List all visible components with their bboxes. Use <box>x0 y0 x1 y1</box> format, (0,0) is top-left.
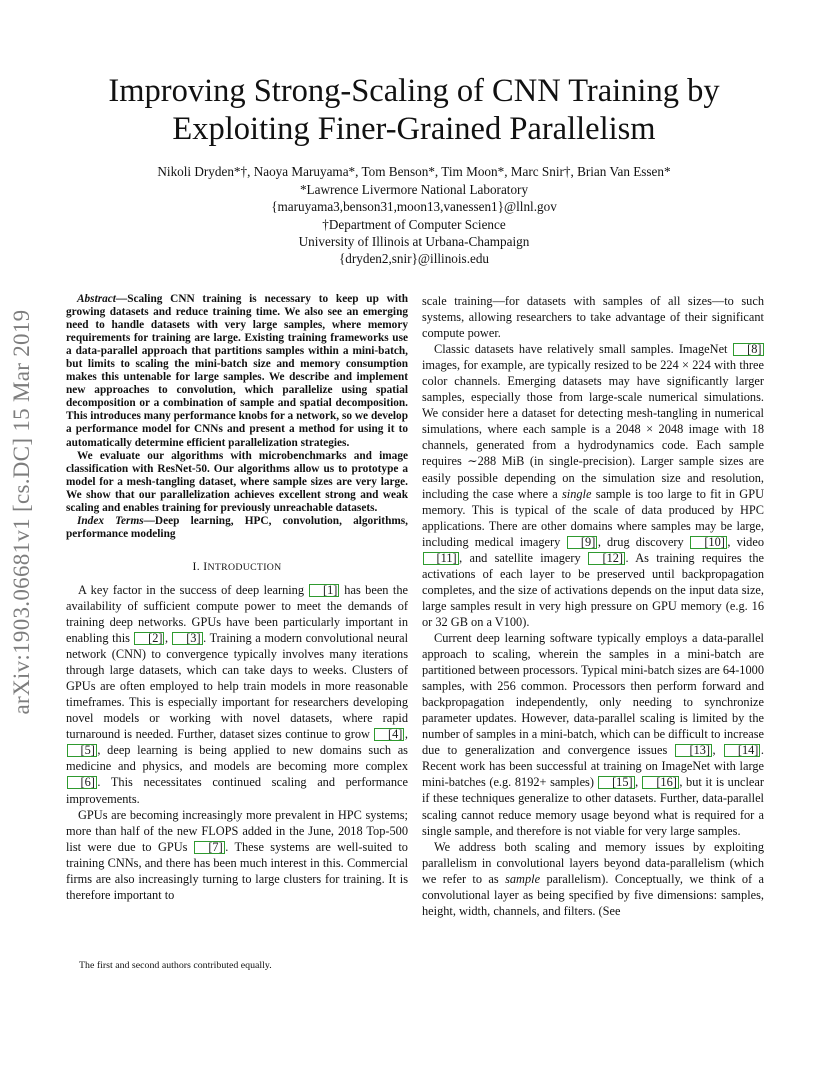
text-run: parallelism). Conceptually, we think of a convolutional layer as being specified by five dimensions: samples, height, width, channels, and filters. (See <box>422 871 764 918</box>
intro-paragraph-1 <box>66 582 408 807</box>
right-paragraph-3 <box>422 839 764 919</box>
email-llnl: {maruyama3,benson31,moon13,vanessen1}@llnl.gov <box>271 199 557 215</box>
title-line-1: Improving Strong-Scaling of CNN Training by <box>108 73 720 109</box>
text-run: , <box>164 631 172 646</box>
intro-paragraph-2 <box>66 807 408 903</box>
citation-link[interactable]: [3] <box>172 632 202 645</box>
index-terms-label: Index Terms— <box>77 514 155 527</box>
text-run: . As training requires the activations of each layer to be preserved until backpropagation completes, and the size of activations depends on the input data size, large samples result in very high pressure on GPU memory (e.g. 16 or 32 GB on a V100). <box>422 550 764 629</box>
text-run: images, for example, are typically resized to be 224 × 224 with three color channels. Emerging datasets may have significantly larger samples, especially those from large-scale numerical simulations. We consider here a dataset for detecting mesh-tangling in numerical simulations, where each sample is a 2048 × 2048 image with 18 channels, generated from a hydrodynamics code. Each sample requires ∼288 MiB (in single-precision). Larger sample sizes are easily possible depending on the simulation size and resolution, including the case where a <box>422 358 764 501</box>
citation-link[interactable]: [1] <box>309 584 339 597</box>
affiliation-llnl: *Lawrence Livermore National Laboratory <box>299 182 529 198</box>
right-column <box>422 293 764 919</box>
emphasis-sample: sample <box>505 871 541 886</box>
author-block <box>60 163 768 267</box>
text-run: A key factor in the success of deep learning <box>78 582 309 597</box>
left-column <box>66 293 408 903</box>
right-paragraph-continued: scale training—for datasets with samples of all sizes—to such systems, allowing researchers to take advantage of their significant compute power. <box>422 294 764 341</box>
text-run: . Recent work has been successful at training on ImageNet with large mini-batches (e.g. 8192+ samples) <box>422 743 764 790</box>
text-run: , drug discovery <box>597 534 690 549</box>
footnote: The first and second authors contributed equally. <box>79 960 272 971</box>
abstract-label: Abstract— <box>77 293 128 305</box>
abstract-paragraph-2: We evaluate our algorithms with microbenchmarks and image classification with ResNet-50. Our algorithms allow us to prototype a model for a mesh-tangling dataset, where sample sizes are very large. We show that our parallelization achieves excellent strong and weak scaling and enables training for previously unreachable datasets. <box>66 449 408 514</box>
section-title-initial: I <box>203 558 208 573</box>
citation-link[interactable]: [2] <box>134 632 164 645</box>
citation-link[interactable]: [15] <box>598 776 635 789</box>
citation-link[interactable]: [11] <box>423 552 459 565</box>
section-title-rest: NTRODUCTION <box>207 561 282 573</box>
citation-link[interactable]: [6] <box>67 776 97 789</box>
email-uiuc: {dryden2,snir}@illinois.edu <box>338 251 490 267</box>
author-names: Nikoli Dryden*†, Naoya Maruyama*, Tom Benson*, Tim Moon*, Marc Snir†, Brian Van Essen* <box>157 164 671 179</box>
emphasis-single: single <box>561 486 592 501</box>
section-number: I. <box>192 558 200 573</box>
section-heading-introduction <box>66 558 408 576</box>
citation-link[interactable]: [13] <box>675 744 712 757</box>
index-terms <box>66 515 408 541</box>
text-run: has been the availability of sufficient compute power to meet the demands of training deep networks. GPUs have been particularly important in enabling this <box>66 582 408 646</box>
text-run: Classic datasets have relatively small samples. ImageNet <box>434 342 733 357</box>
text-run: , <box>404 727 408 742</box>
citation-link[interactable]: [14] <box>724 744 761 757</box>
citation-link[interactable]: [12] <box>588 552 625 565</box>
text-run: GPUs are becoming increasingly more prevalent in HPC systems; more than half of the new FLOPS added in the June, 2018 Top-500 list were due to GPUs <box>66 807 408 854</box>
text-run: , deep learning is being applied to new domains such as medicine and physics, and models are becoming more complex <box>66 743 408 774</box>
text-run: Current deep learning software typically employs a data-parallel approach to scaling, wherein the samples in a mini-batch are partitioned between processors. Typical mini-batch sizes are 64-1000 samples, with 256 common. Processors then perform forward and backpropagation independently, only needing to synchronize parameter updates. However, data-parallel scaling is limited by the number of samples in a mini-batch, which can be difficult to increase due to generalization and convergence issues <box>422 630 764 758</box>
text-run: . Training a modern convolutional neural network (CNN) to convergence typically involves many iterations through large datasets, which can take days to weeks. Clusters of GPUs are often employed to help train models in more reasonable timeframes. This is especially important for researchers developing novel models or working with novel datasets, where rapid turnaround is needed. Further, dataset sizes continue to grow <box>66 631 408 742</box>
text-run: . This necessitates continued scaling and performance improvements. <box>66 775 408 806</box>
index-terms-text: Deep learning, HPC, convolution, algorithms, performance modeling <box>66 514 408 540</box>
citation-link[interactable]: [10] <box>690 536 727 549</box>
citation-link[interactable]: [5] <box>67 744 97 757</box>
citation-link[interactable]: [16] <box>642 776 679 789</box>
citation-link[interactable]: [4] <box>374 728 404 741</box>
text-run: , <box>712 743 724 758</box>
affiliation-uiuc-dept: †Department of Computer Science <box>322 216 506 232</box>
affiliation-uiuc: University of Illinois at Urbana-Champaign <box>298 233 530 249</box>
title-line-2: Exploiting Finer-Grained Parallelism <box>172 111 656 147</box>
text-run: , video <box>727 534 764 549</box>
abstract-paragraph-1 <box>66 293 408 450</box>
citation-link[interactable]: [8] <box>733 343 763 356</box>
text-run: , but it is unclear if these techniques generalize to other datasets. Further, data-parallel scaling cannot reduce memory usage beyond what is required for a single sample, and therefore is not viable for very large samples. <box>422 775 764 838</box>
right-paragraph-1 <box>422 341 764 630</box>
abstract-text: Scaling CNN training is necessary to keep up with growing datasets and reduce training time. We also see an emerging need to handle datasets with very large samples, where memory requirements for training are large. Existing training frameworks use a data-parallel approach that partitions samples within a mini-batch, but limits to scaling the mini-batch size and memory consumption makes this untenable for large samples. We describe and implement new approaches to convolution, which parallelize using spatial decomposition or a combination of sample and spatial decomposition. This introduces many performance knobs for a network, so we develop a performance model for CNNs and present a method for using it to automatically determine efficient parallelization strategies. <box>66 293 408 449</box>
arxiv-identifier: arXiv:1903.06681v1 [cs.DC] 15 Mar 2019 <box>9 309 34 715</box>
citation-link[interactable]: [7] <box>194 841 224 854</box>
text-run: , and satellite imagery <box>459 550 588 565</box>
text-run: We address both scaling and memory issues by exploiting parallelism in convolutional layers beyond data-parallelism (which we refer to as <box>422 839 764 886</box>
text-run: . These systems are well-suited to training CNNs, and there has been much interest in this. Commercial firms are also increasingly turning to large clusters for training. It is therefore important to <box>66 839 408 902</box>
paper-title <box>60 72 768 148</box>
right-paragraph-2 <box>422 630 764 839</box>
text-run: sample is too large to fit in GPU memory. This is typical of the scale of data produced by HPC applications. There are other domains where samples may be large, including medical imagery <box>422 486 764 549</box>
citation-link[interactable]: [9] <box>567 536 597 549</box>
text-run: , <box>635 775 642 790</box>
